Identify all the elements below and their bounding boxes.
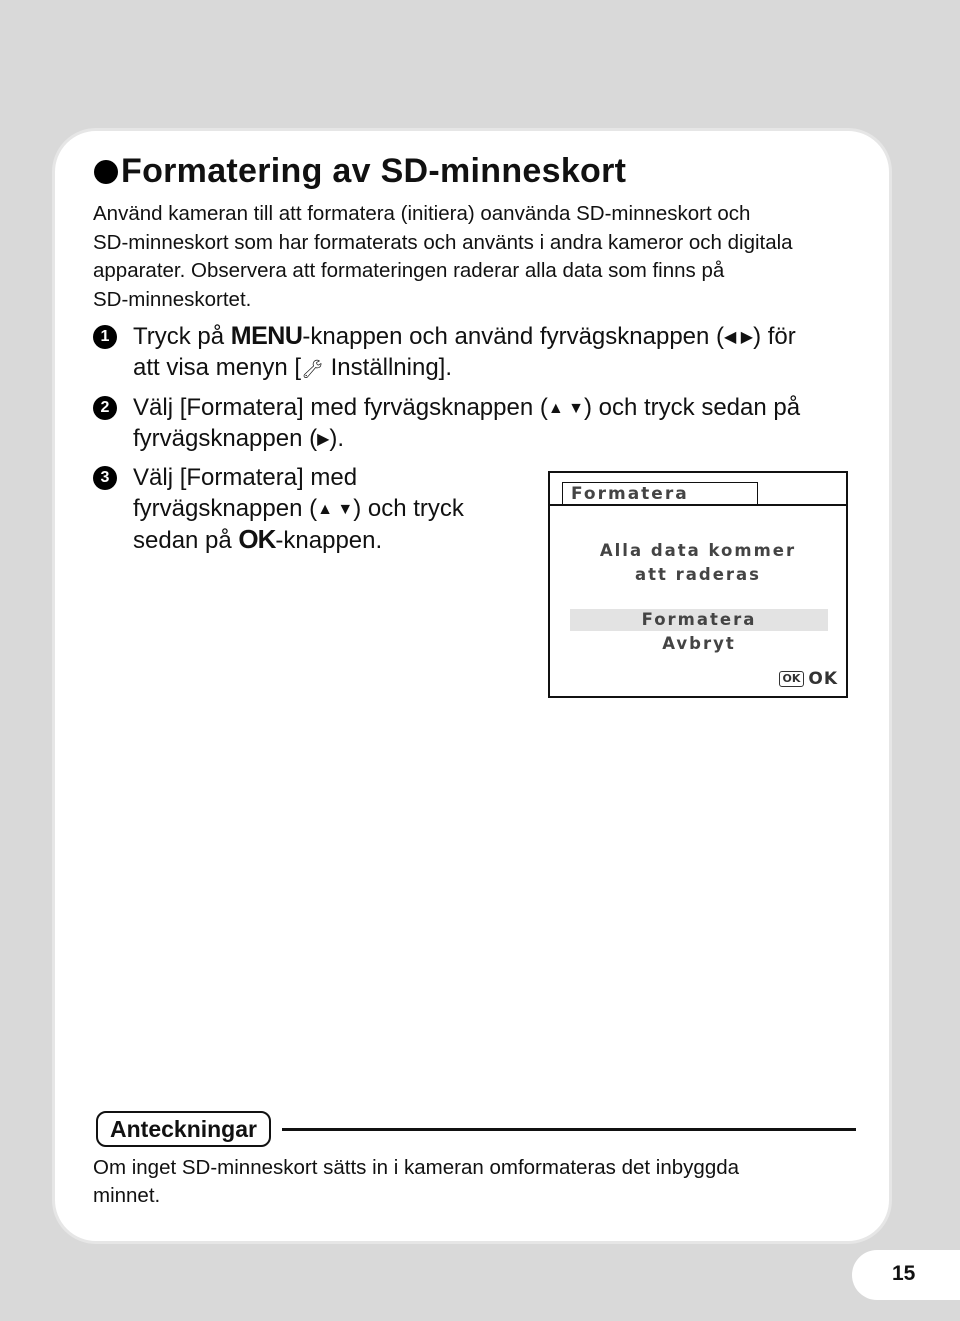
notes-divider [282, 1128, 856, 1131]
screen-option-avbryt[interactable]: Avbryt [662, 634, 736, 653]
ok-hint [779, 669, 839, 689]
step-number-2: 2 [93, 396, 117, 420]
section-title-text: Formatering av SD-minneskort [121, 152, 627, 190]
camera-screen [548, 471, 848, 698]
page-number: 15 [892, 1262, 916, 1285]
ok-key-label: OK [238, 524, 276, 554]
section-title [94, 152, 626, 191]
ok-hint-label: OK [808, 669, 838, 689]
intro-paragraph [93, 200, 853, 314]
up-down-arrows-icon: ▲ ▼ [547, 400, 584, 417]
screen-divider [550, 504, 846, 506]
step-1-line-2: att visa menyn [🔧︎ Inställning]. [133, 352, 452, 385]
right-arrow-icon: ▶ [317, 431, 330, 448]
notes-line: Om inget SD-minneskort sätts in i kameran omformateras det inbyggda [93, 1156, 740, 1179]
ok-button-icon: OK [779, 671, 805, 687]
notes-text [93, 1154, 853, 1210]
screen-message-line: att raderas [634, 565, 762, 584]
screen-tab-title: Formatera [562, 482, 758, 504]
bullet-icon [94, 160, 118, 184]
intro-line: apparater. Observera att formateringen raderar alla data som finns på [93, 259, 725, 282]
notes-heading: Anteckningar [96, 1111, 271, 1147]
screen-message-line: Alla data kommer [599, 541, 797, 560]
step-2-line-2: fyrvägsknappen (▶). [133, 425, 345, 452]
step-3-line-1: Välj [Formatera] med [133, 464, 358, 491]
intro-line: SD-minneskort som har formaterats och använts i andra kameror och digitala [93, 230, 793, 254]
screen-option-formatera[interactable]: Formatera [570, 609, 828, 631]
wrench-icon: 🔧︎ [301, 359, 324, 379]
intro-line: SD-minneskortet. [93, 287, 252, 311]
step-number-3: 3 [93, 466, 117, 490]
step-2-line-1: Välj [Formatera] med fyrvägsknappen (▲ ▼) och tryck sedan på [133, 394, 801, 421]
step-number-1: 1 [93, 325, 117, 349]
step-1-line-1: Tryck på MENU-knappen och använd fyrvägsknappen (◀ ▶) för [133, 322, 796, 350]
step-3-line-3: sedan på OK-knappen. [133, 524, 383, 554]
menu-key-label: MENU [230, 322, 303, 350]
up-down-arrows-icon: ▲ ▼ [317, 501, 354, 518]
step-3-line-2: fyrvägsknappen (▲ ▼) och tryck [133, 495, 464, 522]
left-right-arrows-icon: ◀ ▶ [724, 329, 754, 346]
intro-line: Använd kameran till att formatera (initiera) oanvända SD-minneskort och [93, 202, 751, 225]
notes-line: minnet. [93, 1184, 161, 1207]
